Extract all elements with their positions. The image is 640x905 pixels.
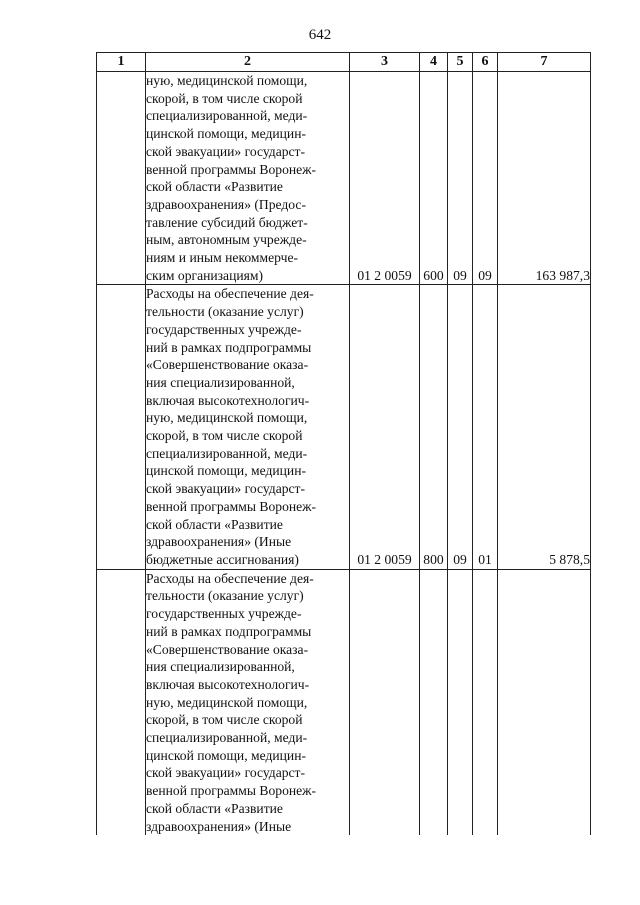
row-number-cell: [97, 569, 146, 835]
description-line: венной программы Воронеж-: [146, 161, 317, 177]
subsection-cell: 01: [473, 285, 498, 569]
description-cell: [146, 569, 350, 835]
table-row: [97, 72, 591, 285]
description-line: ную, медицинской помощи,: [146, 73, 308, 88]
row-number-cell: [97, 285, 146, 569]
description-line: ской эвакуации» государст-: [146, 481, 306, 497]
description-line: ской эвакуации» государст-: [146, 143, 306, 159]
description-line: ским организациям): [146, 267, 264, 283]
header-col-5: 5: [448, 53, 473, 72]
budget-table: [96, 52, 591, 835]
header-col-1: 1: [97, 53, 146, 72]
description-line: венной программы Воронеж-: [146, 783, 317, 799]
description-line: тавление субсидий бюджет-: [146, 214, 308, 230]
amount-cell: [498, 569, 591, 835]
description-line: включая высокотехнологич-: [146, 392, 310, 408]
header-col-3: 3: [350, 53, 420, 72]
description-line: цинской помощи, медицин-: [146, 463, 306, 479]
description-line: «Совершенствование оказа-: [146, 641, 309, 657]
description-line: ской области «Развитие: [146, 800, 283, 816]
description-line: ской области «Развитие: [146, 179, 283, 195]
description-line: специализированной, меди-: [146, 730, 308, 746]
amount-cell: 163 987,3: [498, 72, 591, 285]
page-number: 642: [308, 27, 332, 43]
description-line: государственных учрежде-: [146, 321, 302, 337]
amount-cell: 5 878,5: [498, 285, 591, 569]
description-line: цинской помощи, медицин-: [146, 126, 306, 142]
header-col-2: 2: [146, 53, 350, 72]
description-line: ской эвакуации» государст-: [146, 765, 306, 781]
description-line: бюджетные ассигнования): [146, 551, 299, 567]
description-line: здравоохранения» (Иные: [146, 818, 292, 834]
description-line: Расходы на обеспечение дея-: [146, 286, 314, 302]
description-cell: [146, 72, 350, 285]
description-line: Расходы на обеспечение дея-: [146, 570, 314, 586]
target-code-cell: [350, 569, 420, 835]
target-code-cell: 01 2 0059: [350, 285, 420, 569]
header-col-4: 4: [420, 53, 448, 72]
description-cell: [146, 285, 350, 569]
target-code-cell: 01 2 0059: [350, 72, 420, 285]
section-cell: [448, 569, 473, 835]
table-header-row: [97, 53, 591, 72]
header-col-7: 7: [498, 53, 591, 72]
row-number-cell: [97, 72, 146, 285]
description-line: «Совершенствование оказа-: [146, 357, 309, 373]
section-cell: 09: [448, 285, 473, 569]
expense-type-cell: [420, 569, 448, 835]
table-row: [97, 569, 591, 835]
description-line: ную, медицинской помощи,: [146, 410, 308, 426]
description-line: здравоохранения» (Предос-: [146, 196, 306, 212]
description-line: скорой, в том числе скорой: [146, 428, 303, 444]
header-col-6: 6: [473, 53, 498, 72]
subsection-cell: 09: [473, 72, 498, 285]
description-line: цинской помощи, медицин-: [146, 747, 306, 763]
description-line: ний в рамках подпрограммы: [146, 623, 312, 639]
description-line: ской области «Развитие: [146, 516, 283, 532]
description-line: специализированной, меди-: [146, 445, 308, 461]
description-line: ний в рамках подпрограммы: [146, 339, 312, 355]
description-line: специализированной, меди-: [146, 108, 308, 124]
description-line: скорой, в том числе скорой: [146, 90, 303, 106]
subsection-cell: [473, 569, 498, 835]
description-line: тельности (оказание услуг): [146, 588, 304, 604]
expense-type-cell: 600: [420, 72, 448, 285]
description-line: тельности (оказание услуг): [146, 304, 304, 320]
table-row: [97, 285, 591, 569]
description-line: венной программы Воронеж-: [146, 498, 317, 514]
description-line: здравоохранения» (Иные: [146, 534, 292, 550]
description-line: ния специализированной,: [146, 659, 295, 675]
expense-type-cell: 800: [420, 285, 448, 569]
description-line: ниям и иным некоммерче-: [146, 250, 299, 266]
description-line: ния специализированной,: [146, 374, 295, 390]
description-line: ную, медицинской помощи,: [146, 694, 308, 710]
description-line: скорой, в том числе скорой: [146, 712, 303, 728]
description-line: государственных учрежде-: [146, 606, 302, 622]
section-cell: 09: [448, 72, 473, 285]
description-line: ным, автономным учрежде-: [146, 232, 307, 248]
description-line: включая высокотехнологич-: [146, 676, 310, 692]
